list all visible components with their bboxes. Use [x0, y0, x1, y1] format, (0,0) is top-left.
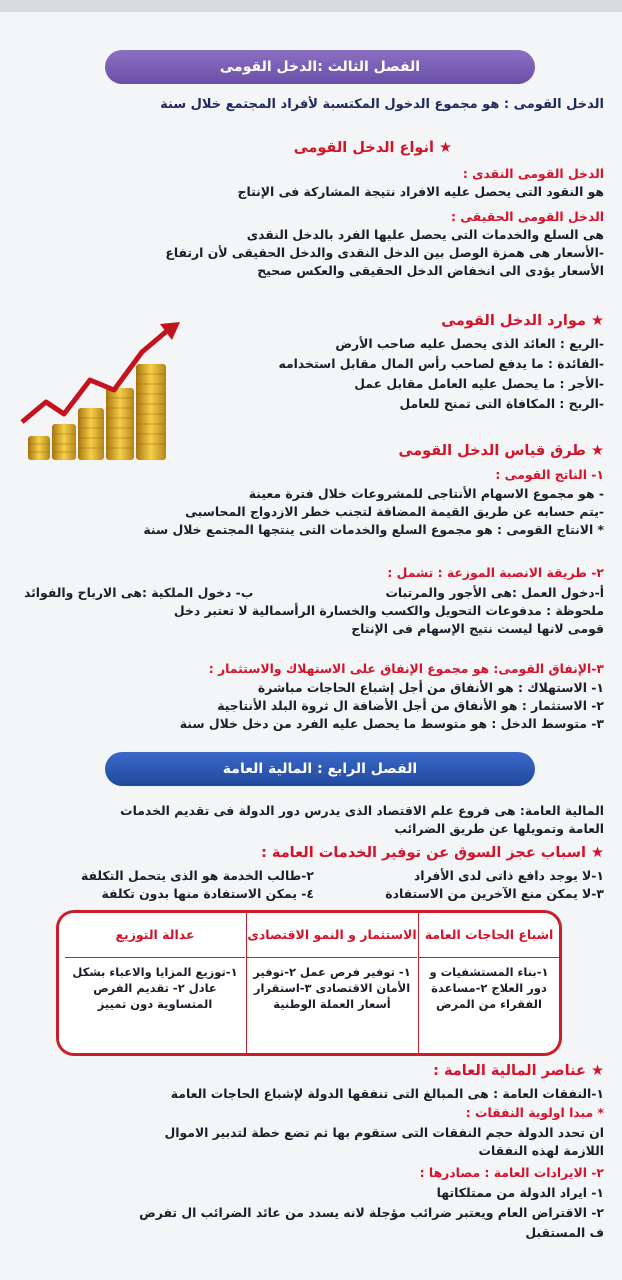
reason-4: ٤- يمكن الاستفادة منها بدون تكلفة — [101, 886, 314, 901]
elements-heading: ★ عناصر المالية العامة : — [433, 1063, 604, 1079]
element-expenditure: ١-النفقات العامة : هى المبالغ التى تنفقها الدولة لإشباع الحاجات العامة — [170, 1086, 604, 1101]
goals-header-1: اشباع الحاجات العامة — [419, 913, 559, 958]
measure1-c: * الانتاج القومى : هو مجموع السلع والخدمات التى ينتجها المجتمع خلال سنة — [143, 522, 604, 537]
table-divider — [246, 913, 248, 1053]
measure3-title: ٣-الإنفاق القومى: هو مجموع الإنفاق على الاستهلاك والاستثمار : — [208, 661, 604, 676]
nominal-income-title: الدخل القومى النقدى : — [462, 166, 604, 181]
chapter4-banner: الفصل الرابع : المالية العامة — [105, 752, 535, 786]
measure2-title: ٢- طريقة الانصبة الموزعة : تشمل : — [387, 565, 604, 580]
public-finance-goals-table — [56, 910, 562, 1056]
real-income-desc: هى السلع والخدمات التى يحصل عليها الفرد بالدخل النقدى — [246, 227, 604, 242]
coins-growth-illustration — [18, 318, 198, 468]
chapter3-banner: الفصل الثالث :الدخل القومى — [105, 50, 535, 84]
measure1-b: -يتم حسابه عن طريق القيمة المضافة لتجنب خطر الازدواج المحاسبى — [185, 504, 604, 519]
resource-rent: -الريع : العائد الذى يحصل عليه صاحب الأرض — [335, 336, 604, 351]
measure2-note-2: قومى لانها ليست نتيج الإسهام فى الإنتاج — [351, 621, 604, 636]
measure2-b: ب- دخول الملكية :هى الارباح والفوائد — [24, 585, 254, 600]
national-income-definition: الدخل القومى : هو مجموع الدخول المكتسبة لأفراد المجتمع خلال سنة — [160, 97, 604, 112]
measure1-title: ١- الناتج القومى : — [495, 467, 604, 482]
goals-col-2 — [247, 913, 417, 1053]
top-strip — [0, 0, 622, 12]
revenue-c: ف المستقبل — [525, 1225, 604, 1240]
market-failure-heading: ★ اسباب عجز السوق عن توفير الخدمات العامة : — [261, 845, 604, 861]
public-finance-definition-1: المالية العامة: هى فروع علم الاقتصاد الذى يدرس دور الدولة فى تقديم الخدمات — [120, 803, 604, 818]
real-income-note-1: -الأسعار هى همزة الوصل بين الدخل النقدى والدخل الحقيقى لأن ارتفاع — [165, 245, 604, 260]
measure3-c: ٣- متوسط الدخل : هو متوسط ما يحصل عليه الفرد من دخل خلال سنة — [179, 716, 604, 731]
expenditure-priority-title: * مبدا اولوية النفقات : — [465, 1105, 604, 1120]
reason-3: ٣-لا يمكن منع الآخرين من الاستفادة — [385, 886, 604, 901]
expenditure-priority-b: اللازمة لهذه النفقات — [478, 1143, 604, 1158]
goals-col-3 — [65, 913, 245, 1053]
nominal-income-desc: هو النقود التى يحصل عليه الافراد نتيجة المشاركة فى الإنتاج — [237, 184, 604, 199]
measure3-b: ٢- الاستثمار : هو الأنفاق من أجل الأضافة ال ثروة البلد الأنتاجية — [217, 698, 604, 713]
goals-cell-2: ١- توفير فرص عمل ٢-توفير الأمان الاقتصادى ٣-استقرار أسعار العملة الوطنية — [253, 965, 411, 1011]
goals-header-3: عدالة التوزيع — [65, 913, 245, 958]
reason-1: ١-لا يوجد دافع ذاتى لدى الأفراد — [413, 868, 604, 883]
measure2-a: أ-دخول العمل :هى الأجور والمرتبات — [385, 585, 604, 600]
resource-interest: -الفائدة : ما يدفع لصاحب رأس المال مقابل استخدامه — [278, 356, 604, 371]
goals-col-1 — [419, 913, 559, 1053]
measure1-a: - هو مجموع الاسهام الأنتاجى للمشروعات خلال فترة معينة — [248, 486, 604, 501]
measurement-heading: ★ طرق قياس الدخل القومى — [398, 443, 604, 459]
goals-cell-1: ١-بناء المستشفيات و دور العلاج ٢-مساعدة الفقراء من المرض — [429, 965, 549, 1011]
reason-2: ٢-طالب الخدمة هو الذى يتحمل التكلفة — [81, 868, 314, 883]
public-finance-definition-2: العامة وتمويلها عن طريق الضرائب — [394, 821, 604, 836]
expenditure-priority-a: ان تحدد الدولة حجم النفقات التى ستقوم بها ثم تضع خطة لتدبير الاموال — [164, 1125, 604, 1140]
resources-heading: ★ موارد الدخل القومى — [441, 313, 604, 329]
types-heading: ★ أنواع الدخل القومى — [293, 140, 452, 156]
resource-wage: -الأجر : ما يحصل عليه العامل مقابل عمل — [354, 376, 604, 391]
measure2-note-1: ملحوظة : مدفوعات التحويل والكسب والخسارة الرأسمالية لا تعتبر دخل — [173, 603, 604, 618]
resource-profit: -الربح : المكافاة التى تمنح للعامل — [399, 396, 604, 411]
goals-header-2: الاستثمار و النمو الاقتصادى — [247, 913, 417, 958]
revenue-b: ٢- الاقتراض العام ويعتبر ضرائب مؤجلة لانه يسدد من عائد الضرائب ال تفرض — [139, 1205, 604, 1220]
revenue-a: ١- ايراد الدولة من ممتلكاتها — [436, 1185, 604, 1200]
table-divider — [418, 913, 420, 1053]
goals-cell-3: ١-توزيع المزايا والاعباء بشكل عادل ٢- تقديم الفرص المتساوية دون تمييز — [72, 965, 238, 1011]
real-income-note-2: الأسعار يؤدى الى انخفاض الدخل الحقيقى والعكس صحيح — [257, 263, 604, 278]
real-income-title: الدخل القومى الحقيقى : — [451, 209, 604, 224]
market-failure-row-2 — [14, 885, 604, 906]
element-revenue-title: ٢- الايرادات العامة : مصادرها : — [419, 1165, 604, 1180]
measure3-a: ١- الاستهلاك : هو الأنفاق من أجل إشباع الحاجات مباشرة — [257, 680, 604, 695]
